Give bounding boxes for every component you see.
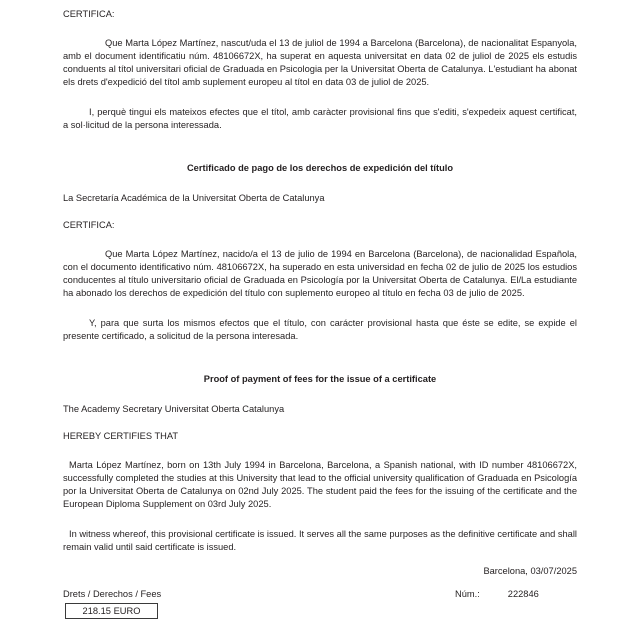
catalan-certifies-label: CERTIFICA: <box>63 9 115 19</box>
spanish-issuer-line: La Secretaría Académica de la Universitat Oberta de Catalunya <box>63 193 325 203</box>
spacer <box>63 175 577 192</box>
english-certifies-label: HEREBY CERTIFIES THAT <box>63 431 179 441</box>
spanish-closing-paragraph: Y, para que surta los mismos efectos que el título, con carácter provisional hasta que éste se edite, se expide el presente certificado, a solicitud de la persona interesada. <box>63 318 577 341</box>
english-closing-paragraph: In witness whereof, this provisional certificate is issued. It serves all the same purposes as the definitive certificate and shall remain valid until said certificate is issued. <box>63 529 577 552</box>
english-issuer-line: The Academy Secretary Universitat Oberta Catalunya <box>63 404 285 414</box>
spanish-section-heading: Certificado de pago de los derechos de expedición del título <box>186 163 454 173</box>
fees-amount-box <box>65 603 158 619</box>
spacer <box>63 205 577 219</box>
certificate-number-label: Núm.: <box>455 589 480 599</box>
catalan-closing-paragraph: I, perquè tingui els mateixos efectes que el títol, amb caràcter provisional fins que s'editi, s'expedeix aquest certificat, a sol·licitud de la persona interessada. <box>63 107 577 130</box>
spacer <box>63 300 577 317</box>
certificate-number-value: 222846 <box>507 589 539 599</box>
place-and-date: Barcelona, 03/07/2025 <box>483 566 577 576</box>
spacer <box>63 416 577 430</box>
fees-amount-value: 218.15 EURO <box>82 605 141 616</box>
spacer <box>63 21 577 37</box>
spacer <box>63 343 577 373</box>
fees-label: Drets / Derechos / Fees <box>63 589 162 599</box>
catalan-body-paragraph: Que Marta López Martínez, nascut/uda el 13 de juliol de 1994 a Barcelona (Barcelona), de nacionalitat Espanyola, amb el document identificatiu núm. 48106672X, ha superat en aquesta universitat en data 02 de juliol de 2025 els estudis conduents al títol universitari oficial de Graduada en Psicologia per la Universitat Oberta de Catalunya. L'estudiant ha abonat els drets d'expedició del títol amb suplement europeu al títol en data 03 de juliol de 2025. <box>63 38 577 87</box>
english-section-heading: Proof of payment of fees for the issue of a certificate <box>203 374 437 384</box>
spacer <box>63 386 577 403</box>
document-body <box>63 0 577 554</box>
spacer-top <box>63 0 577 8</box>
spacer <box>63 232 577 248</box>
certificate-number-row <box>455 588 539 601</box>
spacer <box>63 443 577 459</box>
spanish-certifies-label: CERTIFICA: <box>63 220 115 230</box>
spacer <box>63 89 577 106</box>
spanish-body-paragraph: Que Marta López Martínez, nacido/a el 13 de julio de 1994 en Barcelona (Barcelona), de nacionalidad Española, con el documento identificativo núm. 48106672X, ha superado en esta universidad en fecha 02 de julio de 2025 los estudios conducentes al título universitario oficial de Graduada en Psicología por la Universitat Oberta de Catalunya. El/La estudiante ha abonado los derechos de expedición del título con suplemento europeo al título en fecha 03 de julio de 2025. <box>63 249 577 298</box>
spacer <box>63 511 577 528</box>
spacer <box>63 132 577 162</box>
english-body-paragraph: Marta López Martínez, born on 13th July 1994 in Barcelona, Barcelona, a Spanish national, with ID number 48106672X, successfully completed the studies at this University that lead to the official university qualification of Graduada en Psicología por la Universitat Oberta de Catalunya on 02nd July 2025. The student paid the fees for the issuing of the certificate and the European Diploma Supplement on 03rd July 2025. <box>63 460 577 509</box>
